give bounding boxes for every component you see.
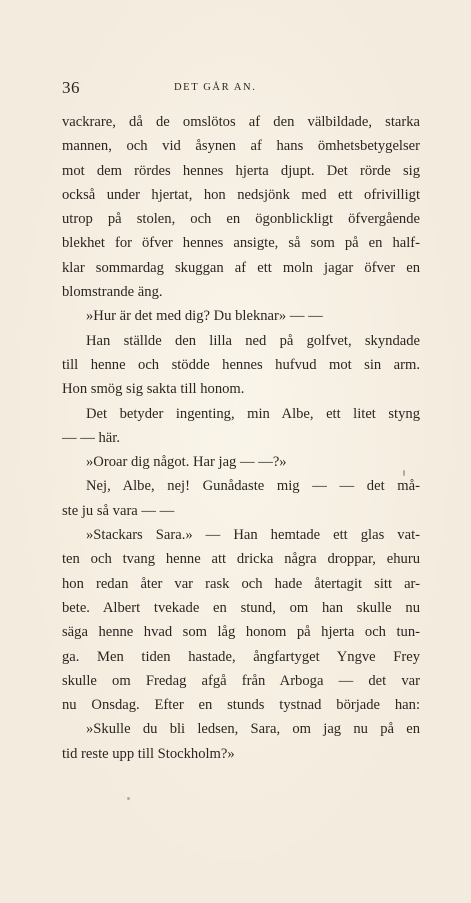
text-line: hon redan åter var rask och hade återtagit sitt ar-	[62, 575, 420, 592]
text-line: »Hur är det med dig? Du bleknar» — —	[86, 308, 323, 325]
text-line: »Stackars Sara.» — Han hemtade ett glas vat-	[86, 527, 420, 544]
paper-speck	[403, 470, 405, 476]
text-line: Han ställde den lilla ned på golfvet, skyndade	[86, 332, 420, 349]
page-header	[62, 78, 431, 98]
text-line: också under hjertat, hon nedsjönk med ett ofrivilligt	[62, 186, 420, 203]
text-line: Nej, Albe, nej! Gunådaste mig — — det må-	[86, 478, 420, 495]
paper-speck	[127, 797, 130, 800]
text-line: — — här.	[62, 429, 120, 446]
text-line: ste ju så vara — —	[62, 502, 175, 519]
text-line: Hon smög sig sakta till honom.	[62, 381, 245, 398]
text-line: ten och tvang henne att dricka några droppar, ehuru	[62, 551, 420, 568]
text-line: ga. Men tiden hastade, ångfartyget Yngve Frey	[62, 648, 420, 665]
text-line: Det betyder ingenting, min Albe, ett litet styng	[86, 405, 420, 422]
text-line: »Oroar dig något. Har jag — —?»	[86, 454, 287, 471]
text-line: mot dem rördes hennes hjerta djupt. Det rörde sig	[62, 162, 420, 179]
page-number: 36	[62, 78, 80, 97]
text-line: skulle om Fredag afgå från Arboga — det var	[62, 672, 420, 689]
text-line: tid reste upp till Stockholm?»	[62, 745, 235, 762]
text-line: utrop på stolen, och en ögonblickligt öfvergående	[62, 211, 420, 228]
text-line: blekhet for öfver hennes ansigte, så som på en half-	[62, 235, 420, 252]
text-line: blomstrande äng.	[62, 284, 163, 301]
running-head: DET GÅR AN.	[174, 82, 257, 93]
text-line: nu Onsdag. Efter en stunds tystnad började han:	[62, 697, 420, 714]
text-line: vackrare, då de omslötos af den välbildade, starka	[62, 114, 420, 130]
body-text	[62, 110, 420, 766]
text-line: säga henne hvad som låg honom på hjerta och tun-	[62, 624, 420, 641]
text-line: klar sommardag skuggan af ett moln jagar öfver en	[62, 259, 420, 276]
text-line: »Skulle du bli ledsen, Sara, om jag nu på en	[86, 721, 420, 738]
text-line: mannen, och vid åsynen af hans ömhetsbetygelser	[62, 138, 420, 155]
text-line: till henne och stödde hennes hufvud mot sin arm.	[62, 356, 420, 373]
text-line: bete. Albert tvekade en stund, om han skulle nu	[62, 599, 420, 616]
